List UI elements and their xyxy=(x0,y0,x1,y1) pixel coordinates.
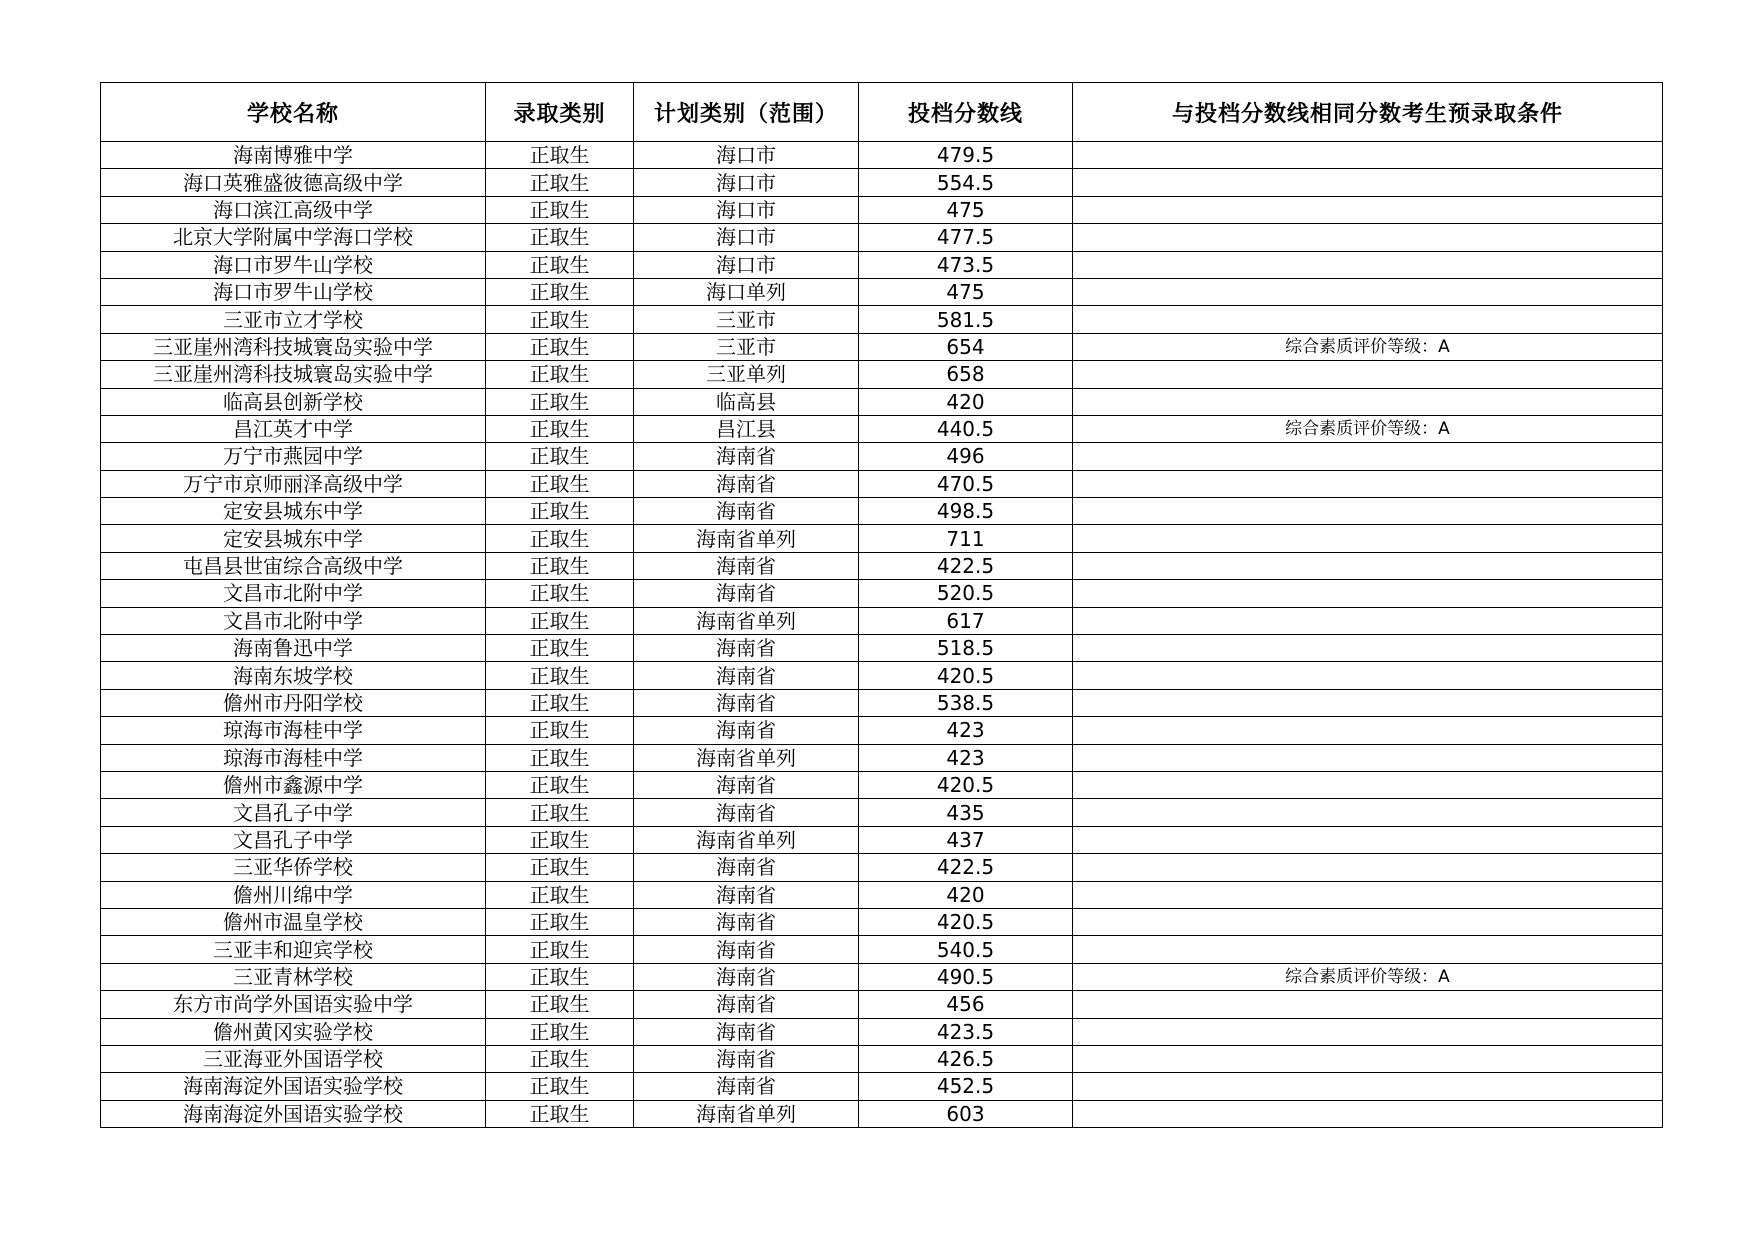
table-body xyxy=(101,142,1663,1128)
cell-score-line: 581.5 xyxy=(859,306,1073,333)
cell-score-line: 475 xyxy=(859,278,1073,305)
cell-plan-category: 海南省 xyxy=(634,635,859,662)
table-row xyxy=(101,799,1663,826)
cell-score-line: 479.5 xyxy=(859,142,1073,169)
cell-score-line: 420.5 xyxy=(859,662,1073,689)
table-row xyxy=(101,278,1663,305)
cell-tie-condition xyxy=(1073,908,1663,935)
table-row xyxy=(101,443,1663,470)
table-row xyxy=(101,717,1663,744)
cell-tie-condition: 综合素质评价等级：A xyxy=(1073,415,1663,442)
table-row xyxy=(101,1045,1663,1072)
cell-score-line: 435 xyxy=(859,799,1073,826)
cell-plan-category: 海南省 xyxy=(634,1045,859,1072)
cell-tie-condition xyxy=(1073,991,1663,1018)
cell-score-line: 711 xyxy=(859,525,1073,552)
cell-tie-condition: 综合素质评价等级：A xyxy=(1073,963,1663,990)
table-row xyxy=(101,1018,1663,1045)
cell-plan-category: 海南省 xyxy=(634,662,859,689)
table-row xyxy=(101,388,1663,415)
table-row xyxy=(101,224,1663,251)
table-row xyxy=(101,826,1663,853)
cell-score-line: 423.5 xyxy=(859,1018,1073,1045)
cell-plan-category: 海南省 xyxy=(634,881,859,908)
cell-score-line: 456 xyxy=(859,991,1073,1018)
cell-school-name: 文昌孔子中学 xyxy=(101,826,486,853)
cell-school-name: 海口滨江高级中学 xyxy=(101,196,486,223)
cell-plan-category: 临高县 xyxy=(634,388,859,415)
cell-admission-type: 正取生 xyxy=(486,388,634,415)
cell-plan-category: 海南省 xyxy=(634,771,859,798)
table-row xyxy=(101,771,1663,798)
cell-tie-condition xyxy=(1073,525,1663,552)
cell-admission-type: 正取生 xyxy=(486,470,634,497)
table-row xyxy=(101,580,1663,607)
cell-admission-type: 正取生 xyxy=(486,799,634,826)
cell-plan-category: 海南省 xyxy=(634,963,859,990)
table-row xyxy=(101,169,1663,196)
cell-school-name: 儋州市温皇学校 xyxy=(101,908,486,935)
cell-plan-category: 海南省 xyxy=(634,443,859,470)
cell-score-line: 658 xyxy=(859,361,1073,388)
cell-admission-type: 正取生 xyxy=(486,607,634,634)
cell-admission-type: 正取生 xyxy=(486,1045,634,1072)
cell-plan-category: 海口市 xyxy=(634,224,859,251)
cell-tie-condition xyxy=(1073,717,1663,744)
cell-school-name: 海南博雅中学 xyxy=(101,142,486,169)
cell-admission-type: 正取生 xyxy=(486,854,634,881)
cell-school-name: 昌江英才中学 xyxy=(101,415,486,442)
cell-tie-condition xyxy=(1073,635,1663,662)
cell-plan-category: 海口市 xyxy=(634,142,859,169)
cell-admission-type: 正取生 xyxy=(486,936,634,963)
table-row xyxy=(101,361,1663,388)
cell-school-name: 儋州市鑫源中学 xyxy=(101,771,486,798)
cell-admission-type: 正取生 xyxy=(486,1018,634,1045)
cell-plan-category: 海南省 xyxy=(634,1018,859,1045)
cell-school-name: 儋州黄冈实验学校 xyxy=(101,1018,486,1045)
cell-admission-type: 正取生 xyxy=(486,717,634,744)
cell-tie-condition xyxy=(1073,552,1663,579)
cell-tie-condition xyxy=(1073,771,1663,798)
table-row xyxy=(101,881,1663,908)
cell-plan-category: 海南省单列 xyxy=(634,607,859,634)
admissions-table xyxy=(100,82,1663,1128)
cell-tie-condition xyxy=(1073,689,1663,716)
cell-school-name: 三亚崖州湾科技城寰岛实验中学 xyxy=(101,333,486,360)
cell-admission-type: 正取生 xyxy=(486,443,634,470)
cell-score-line: 490.5 xyxy=(859,963,1073,990)
cell-school-name: 文昌市北附中学 xyxy=(101,580,486,607)
table-row xyxy=(101,1100,1663,1127)
cell-admission-type: 正取生 xyxy=(486,498,634,525)
cell-score-line: 422.5 xyxy=(859,552,1073,579)
cell-tie-condition xyxy=(1073,251,1663,278)
cell-admission-type: 正取生 xyxy=(486,142,634,169)
table-row xyxy=(101,936,1663,963)
cell-tie-condition xyxy=(1073,580,1663,607)
table-row xyxy=(101,744,1663,771)
table-row xyxy=(101,854,1663,881)
cell-admission-type: 正取生 xyxy=(486,306,634,333)
cell-tie-condition xyxy=(1073,278,1663,305)
cell-admission-type: 正取生 xyxy=(486,771,634,798)
cell-score-line: 617 xyxy=(859,607,1073,634)
cell-school-name: 海南东坡学校 xyxy=(101,662,486,689)
cell-admission-type: 正取生 xyxy=(486,662,634,689)
cell-school-name: 临高县创新学校 xyxy=(101,388,486,415)
cell-school-name: 定安县城东中学 xyxy=(101,498,486,525)
cell-admission-type: 正取生 xyxy=(486,635,634,662)
cell-admission-type: 正取生 xyxy=(486,552,634,579)
cell-tie-condition xyxy=(1073,306,1663,333)
cell-plan-category: 海口单列 xyxy=(634,278,859,305)
header-row xyxy=(101,83,1663,142)
cell-plan-category: 海南省 xyxy=(634,498,859,525)
cell-school-name: 海口市罗牛山学校 xyxy=(101,278,486,305)
cell-admission-type: 正取生 xyxy=(486,251,634,278)
cell-school-name: 儋州川绵中学 xyxy=(101,881,486,908)
cell-admission-type: 正取生 xyxy=(486,525,634,552)
cell-school-name: 海南鲁迅中学 xyxy=(101,635,486,662)
table-row xyxy=(101,991,1663,1018)
cell-tie-condition: 综合素质评价等级：A xyxy=(1073,333,1663,360)
cell-plan-category: 海南省 xyxy=(634,717,859,744)
table-row xyxy=(101,689,1663,716)
cell-score-line: 554.5 xyxy=(859,169,1073,196)
cell-score-line: 518.5 xyxy=(859,635,1073,662)
cell-tie-condition xyxy=(1073,498,1663,525)
cell-tie-condition xyxy=(1073,169,1663,196)
cell-score-line: 498.5 xyxy=(859,498,1073,525)
cell-plan-category: 三亚单列 xyxy=(634,361,859,388)
cell-tie-condition xyxy=(1073,936,1663,963)
cell-school-name: 文昌孔子中学 xyxy=(101,799,486,826)
cell-plan-category: 海南省 xyxy=(634,854,859,881)
cell-school-name: 琼海市海桂中学 xyxy=(101,744,486,771)
table-row xyxy=(101,251,1663,278)
cell-school-name: 琼海市海桂中学 xyxy=(101,717,486,744)
header-tie-condition: 与投档分数线相同分数考生预录取条件 xyxy=(1073,83,1663,142)
cell-tie-condition xyxy=(1073,662,1663,689)
cell-tie-condition xyxy=(1073,470,1663,497)
cell-plan-category: 昌江县 xyxy=(634,415,859,442)
cell-school-name: 万宁市燕园中学 xyxy=(101,443,486,470)
cell-admission-type: 正取生 xyxy=(486,278,634,305)
cell-school-name: 万宁市京师丽泽高级中学 xyxy=(101,470,486,497)
cell-plan-category: 海南省 xyxy=(634,936,859,963)
cell-plan-category: 海口市 xyxy=(634,251,859,278)
cell-admission-type: 正取生 xyxy=(486,169,634,196)
header-score-line: 投档分数线 xyxy=(859,83,1073,142)
cell-score-line: 470.5 xyxy=(859,470,1073,497)
cell-school-name: 三亚崖州湾科技城寰岛实验中学 xyxy=(101,361,486,388)
table-row xyxy=(101,635,1663,662)
cell-admission-type: 正取生 xyxy=(486,1100,634,1127)
cell-score-line: 540.5 xyxy=(859,936,1073,963)
table-row xyxy=(101,662,1663,689)
table-row xyxy=(101,498,1663,525)
cell-tie-condition xyxy=(1073,826,1663,853)
cell-plan-category: 海南省单列 xyxy=(634,826,859,853)
cell-tie-condition xyxy=(1073,388,1663,415)
cell-tie-condition xyxy=(1073,881,1663,908)
cell-score-line: 520.5 xyxy=(859,580,1073,607)
cell-plan-category: 海南省单列 xyxy=(634,525,859,552)
cell-tie-condition xyxy=(1073,196,1663,223)
cell-score-line: 654 xyxy=(859,333,1073,360)
cell-admission-type: 正取生 xyxy=(486,196,634,223)
cell-score-line: 423 xyxy=(859,717,1073,744)
cell-admission-type: 正取生 xyxy=(486,963,634,990)
cell-admission-type: 正取生 xyxy=(486,415,634,442)
cell-score-line: 440.5 xyxy=(859,415,1073,442)
cell-plan-category: 海南省单列 xyxy=(634,1100,859,1127)
cell-plan-category: 海南省 xyxy=(634,689,859,716)
cell-plan-category: 海口市 xyxy=(634,196,859,223)
cell-tie-condition xyxy=(1073,443,1663,470)
cell-admission-type: 正取生 xyxy=(486,908,634,935)
table-row xyxy=(101,552,1663,579)
cell-score-line: 538.5 xyxy=(859,689,1073,716)
table-row xyxy=(101,306,1663,333)
cell-plan-category: 海南省 xyxy=(634,908,859,935)
cell-school-name: 三亚青林学校 xyxy=(101,963,486,990)
cell-tie-condition xyxy=(1073,854,1663,881)
cell-admission-type: 正取生 xyxy=(486,744,634,771)
cell-admission-type: 正取生 xyxy=(486,689,634,716)
cell-school-name: 海口英雅盛彼德高级中学 xyxy=(101,169,486,196)
cell-tie-condition xyxy=(1073,361,1663,388)
cell-school-name: 定安县城东中学 xyxy=(101,525,486,552)
table-row xyxy=(101,196,1663,223)
table-row xyxy=(101,415,1663,442)
cell-admission-type: 正取生 xyxy=(486,224,634,251)
cell-plan-category: 三亚市 xyxy=(634,333,859,360)
cell-plan-category: 海南省 xyxy=(634,991,859,1018)
table-row xyxy=(101,963,1663,990)
cell-score-line: 496 xyxy=(859,443,1073,470)
cell-admission-type: 正取生 xyxy=(486,881,634,908)
header-admission-type: 录取类别 xyxy=(486,83,634,142)
cell-admission-type: 正取生 xyxy=(486,361,634,388)
cell-score-line: 420 xyxy=(859,881,1073,908)
cell-school-name: 海南海淀外国语实验学校 xyxy=(101,1100,486,1127)
cell-tie-condition xyxy=(1073,607,1663,634)
cell-tie-condition xyxy=(1073,1073,1663,1100)
cell-tie-condition xyxy=(1073,1045,1663,1072)
cell-tie-condition xyxy=(1073,799,1663,826)
cell-school-name: 三亚丰和迎宾学校 xyxy=(101,936,486,963)
table-row xyxy=(101,908,1663,935)
admissions-sheet xyxy=(100,82,1663,1128)
cell-score-line: 420.5 xyxy=(859,771,1073,798)
cell-score-line: 422.5 xyxy=(859,854,1073,881)
cell-tie-condition xyxy=(1073,1100,1663,1127)
header-school-name: 学校名称 xyxy=(101,83,486,142)
cell-plan-category: 海南省 xyxy=(634,799,859,826)
cell-plan-category: 三亚市 xyxy=(634,306,859,333)
table-row xyxy=(101,525,1663,552)
cell-score-line: 452.5 xyxy=(859,1073,1073,1100)
cell-school-name: 海口市罗牛山学校 xyxy=(101,251,486,278)
table-row xyxy=(101,1073,1663,1100)
cell-admission-type: 正取生 xyxy=(486,826,634,853)
cell-school-name: 屯昌县世宙综合高级中学 xyxy=(101,552,486,579)
cell-score-line: 420.5 xyxy=(859,908,1073,935)
cell-admission-type: 正取生 xyxy=(486,580,634,607)
cell-school-name: 海南海淀外国语实验学校 xyxy=(101,1073,486,1100)
cell-plan-category: 海南省 xyxy=(634,580,859,607)
cell-school-name: 儋州市丹阳学校 xyxy=(101,689,486,716)
table-row xyxy=(101,470,1663,497)
cell-school-name: 三亚市立才学校 xyxy=(101,306,486,333)
cell-school-name: 北京大学附属中学海口学校 xyxy=(101,224,486,251)
cell-plan-category: 海南省 xyxy=(634,552,859,579)
table-row xyxy=(101,333,1663,360)
cell-plan-category: 海口市 xyxy=(634,169,859,196)
cell-score-line: 475 xyxy=(859,196,1073,223)
cell-score-line: 477.5 xyxy=(859,224,1073,251)
cell-tie-condition xyxy=(1073,224,1663,251)
cell-admission-type: 正取生 xyxy=(486,333,634,360)
table-row xyxy=(101,607,1663,634)
cell-tie-condition xyxy=(1073,1018,1663,1045)
cell-score-line: 420 xyxy=(859,388,1073,415)
cell-plan-category: 海南省单列 xyxy=(634,744,859,771)
cell-score-line: 423 xyxy=(859,744,1073,771)
cell-admission-type: 正取生 xyxy=(486,991,634,1018)
cell-admission-type: 正取生 xyxy=(486,1073,634,1100)
cell-tie-condition xyxy=(1073,142,1663,169)
cell-tie-condition xyxy=(1073,744,1663,771)
cell-score-line: 473.5 xyxy=(859,251,1073,278)
header-plan-category: 计划类别（范围） xyxy=(634,83,859,142)
cell-school-name: 文昌市北附中学 xyxy=(101,607,486,634)
cell-school-name: 三亚海亚外国语学校 xyxy=(101,1045,486,1072)
cell-score-line: 437 xyxy=(859,826,1073,853)
cell-plan-category: 海南省 xyxy=(634,470,859,497)
cell-score-line: 603 xyxy=(859,1100,1073,1127)
cell-score-line: 426.5 xyxy=(859,1045,1073,1072)
cell-plan-category: 海南省 xyxy=(634,1073,859,1100)
table-row xyxy=(101,142,1663,169)
cell-school-name: 三亚华侨学校 xyxy=(101,854,486,881)
cell-school-name: 东方市尚学外国语实验中学 xyxy=(101,991,486,1018)
